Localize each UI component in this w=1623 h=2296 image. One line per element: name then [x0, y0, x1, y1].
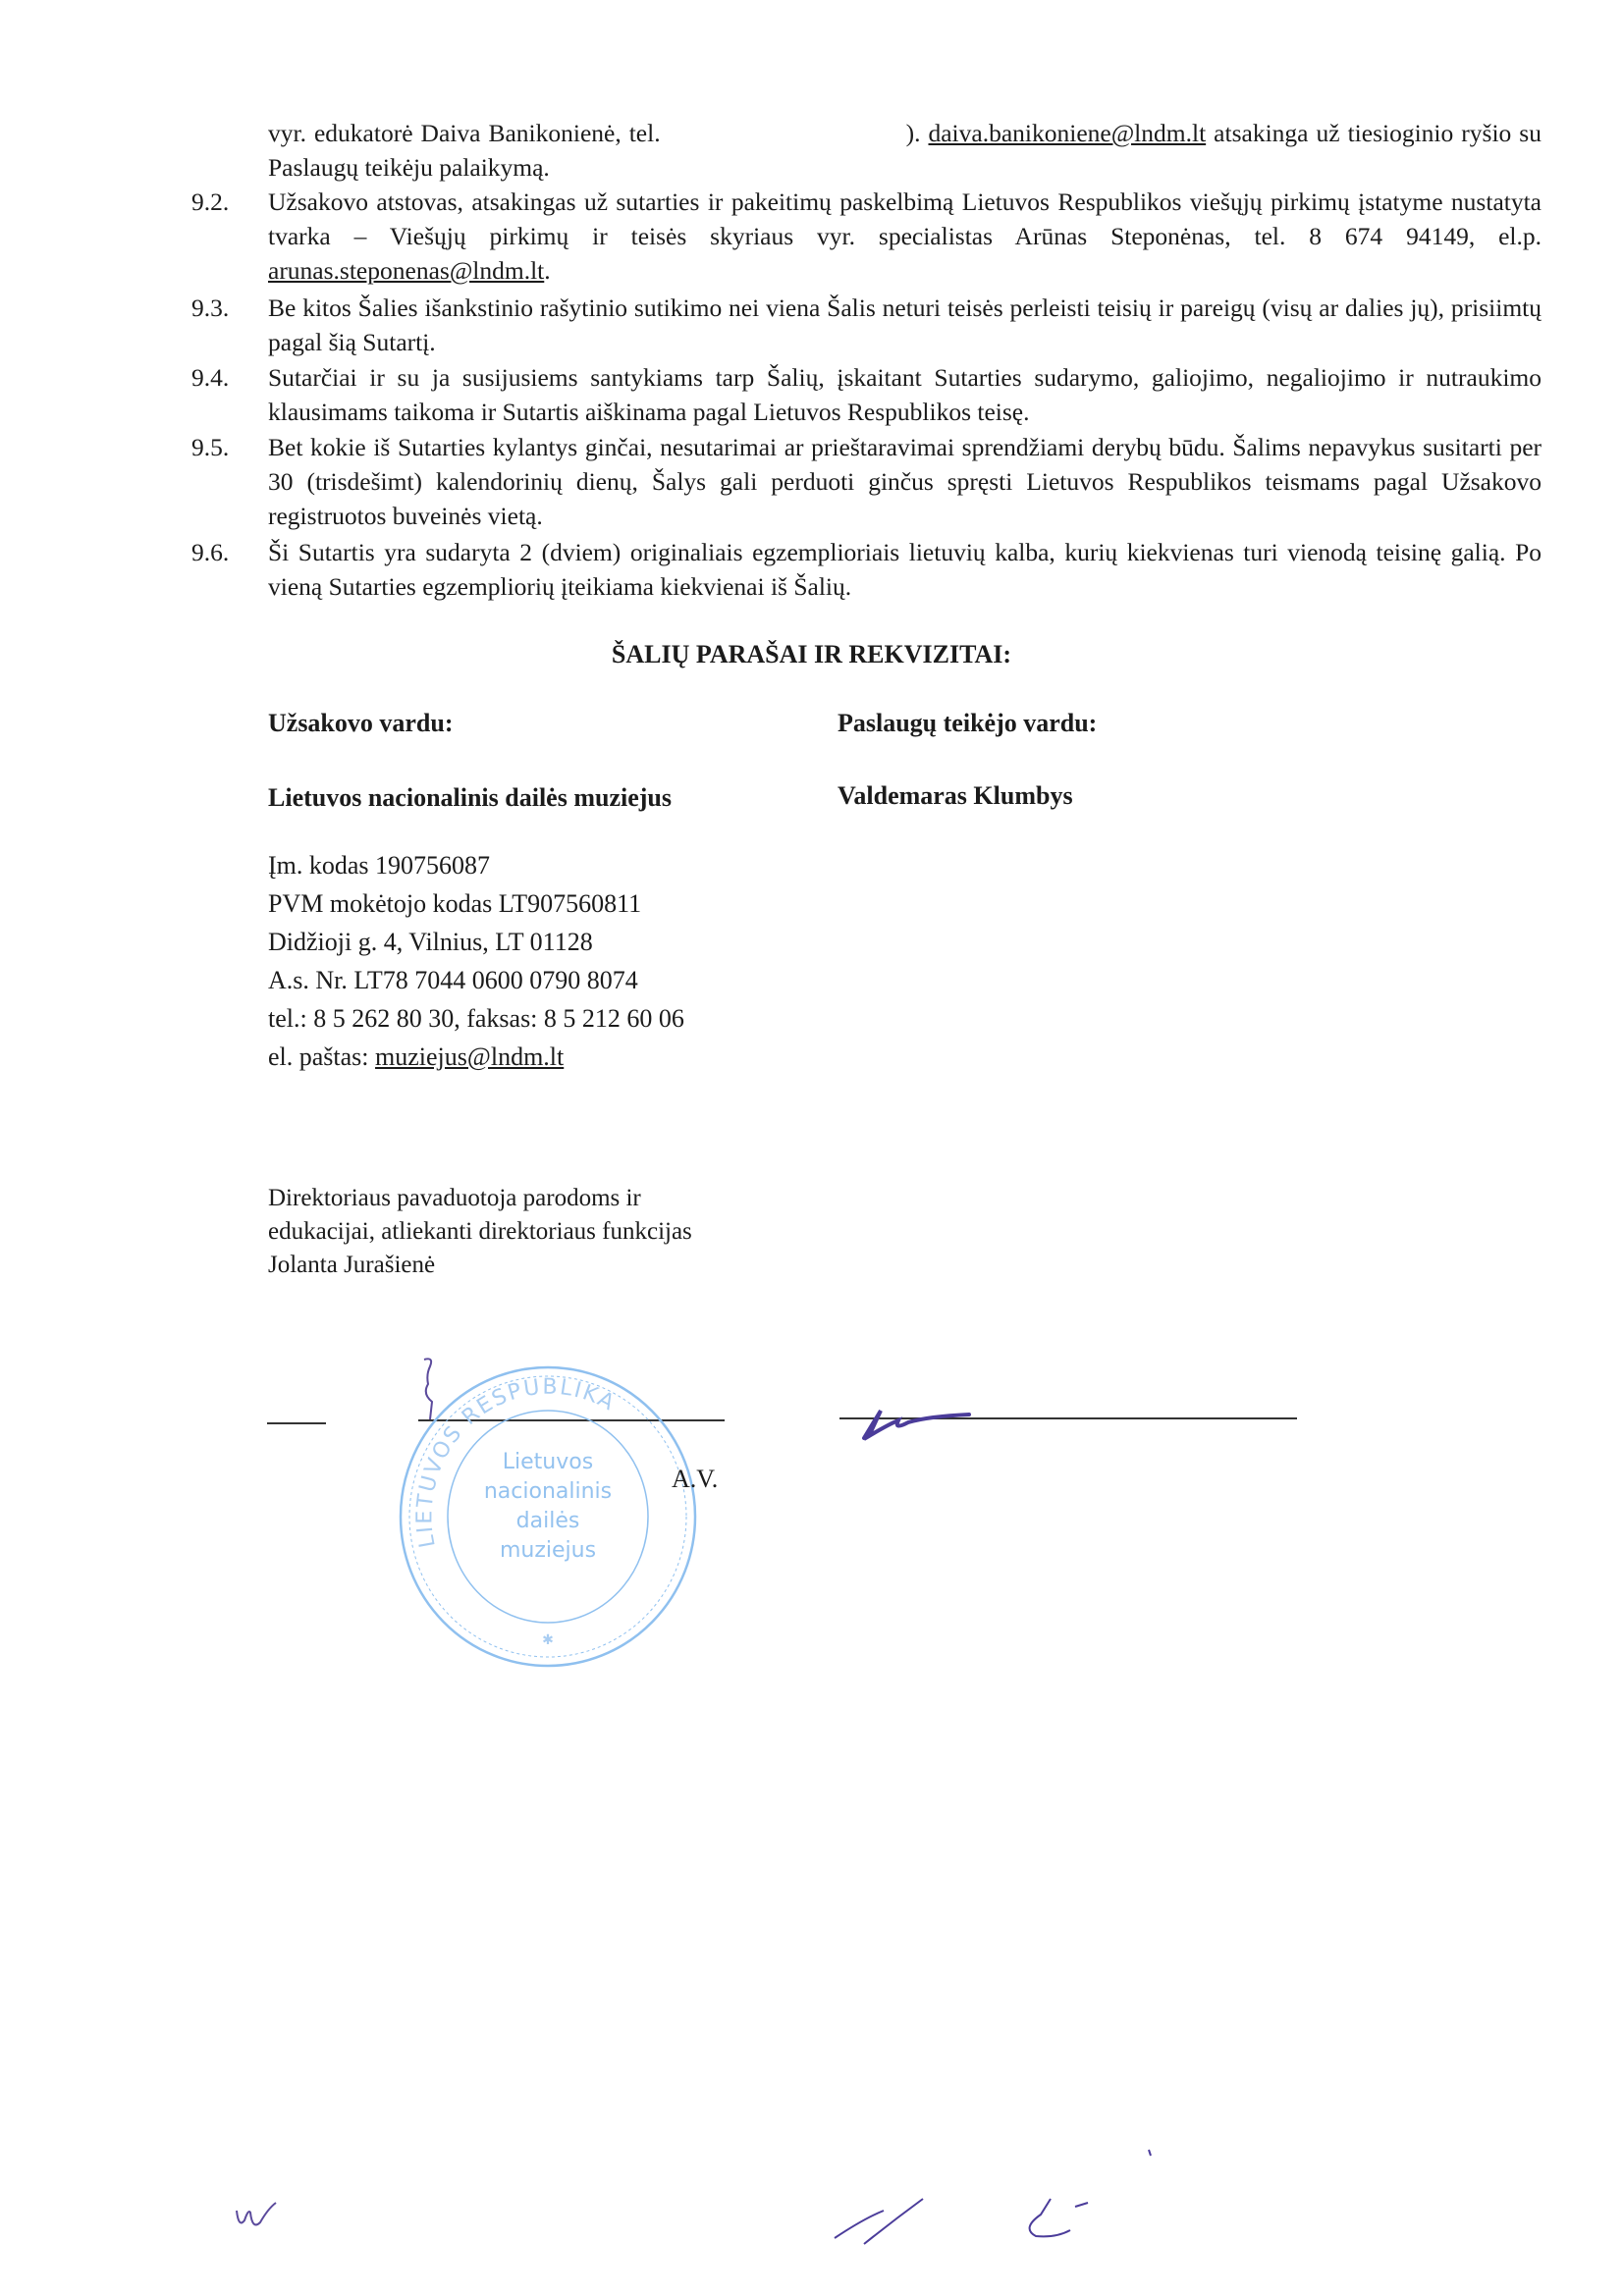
provider-name: Valdemaras Klumbys [838, 781, 1073, 810]
email-link[interactable]: daiva.banikoniene@lndm.lt [928, 119, 1207, 147]
stamp-line: dailės [515, 1509, 580, 1533]
clause-text: Be kitos Šalies išankstinio rašytinio sutikimo nei viena Šalis neturi teisės perleisti teisių ir pareigų (visų ar dalies jų), prisiimtų pagal šią Sutartį. [268, 294, 1542, 356]
email-link[interactable]: muziejus@lndm.lt [375, 1042, 565, 1071]
address: Didžioji g. 4, Vilnius, LT 01128 [268, 928, 593, 956]
clause-text: . [544, 256, 551, 285]
phone-fax: tel.: 8 5 262 80 30, faksas: 8 5 212 60 06 [268, 1004, 684, 1033]
clause-number: 9.2. [191, 187, 230, 216]
star-icon: ✱ [542, 1633, 554, 1648]
stamp-ring-text: LIETUVOS RESPUBLIKA [412, 1374, 621, 1550]
clause-text: vyr. edukatorė Daiva Banikonienė, tel. [268, 119, 661, 147]
customer-name: Lietuvos nacionalinis dailės muziejus [268, 783, 672, 812]
clause-9-3 [191, 291, 1542, 359]
stamp-line: Lietuvos [502, 1450, 594, 1474]
stamp-line: nacionalinis [483, 1479, 613, 1504]
clause-text: atsakinga už tiesioginio ryšio su Paslaugų teikėju palaikymą. [268, 119, 1542, 182]
email-row [268, 1038, 684, 1076]
signatory-name: Jolanta Jurašienė [268, 1252, 436, 1278]
clause-9-6 [191, 535, 1542, 604]
page-initials-right [825, 2140, 1159, 2258]
clause-9-2 [191, 185, 1542, 288]
bank-account: A.s. Nr. LT78 7044 0600 0790 8074 [268, 966, 638, 994]
company-code: Įm. kodas 190756087 [268, 851, 491, 880]
customer-details [268, 846, 684, 1076]
clause-text: Užsakovo atstovas, atsakingas už sutarties ir pakeitimų paskelbimą Lietuvos Respublikos viešųjų pirkimų įstatyme nustatyta tvarka – Viešųjų pirkimų ir teisės skyriaus vyr. specialistas Arūnas Steponėnas, tel. 8 674 94149, el.p. [268, 187, 1542, 250]
signatory-title: edukacijai, atliekanti direktoriaus funkcijas [268, 1218, 692, 1245]
clause-number: 9.6. [191, 538, 230, 566]
clause-number: 9.3. [191, 294, 230, 322]
clause-number: 9.5. [191, 433, 230, 461]
clause-9-5 [191, 430, 1542, 533]
signatory-title: Direktoriaus pavaduotoja parodoms ir [268, 1185, 641, 1211]
provider-signature [839, 1399, 977, 1448]
signatures-heading: ŠALIŲ PARAŠAI IR REKVIZITAI: [611, 640, 1012, 668]
clause-text: Ši Sutartis yra sudaryta 2 (dviem) originaliais egzemplioriais lietuvių kalba, kurių kiekvienas turi vienodą teisinę galią. Po vieną Sutarties egzempliorių įteikiama kiekvienai iš Šalių. [268, 538, 1542, 601]
email-label: el. paštas: [268, 1042, 376, 1071]
customer-signature [412, 1355, 452, 1423]
stamp-line: muziejus [499, 1538, 597, 1563]
customer-label: Užsakovo vardu: [268, 709, 454, 737]
clause-text: Bet kokie iš Sutarties kylantys ginčai, nesutarimai ar prieštaravimai sprendžiami derybų būdu. Šalims nepavykus susitarti per 30 (trisdešimt) kalendorinių dienų, Šalys gali perduoti ginčus spręsti Lietuvos Respublikos teismams pagal Užsakovo registruotos buveinės vietą. [268, 433, 1542, 530]
provider-label: Paslaugų teikėjo vardu: [838, 709, 1098, 737]
vat-code: PVM mokėtojo kodas LT907560811 [268, 889, 642, 918]
clause-text: Sutarčiai ir su ja susijusiems santykiams tarp Šalių, įskaitant Sutarties sudarymo, galiojimo, negaliojimo ir nutraukimo klausimams taikoma ir Sutartis aiškinama pagal Lietuvos Respublikos teisę. [268, 363, 1542, 426]
clause-9-4 [191, 360, 1542, 429]
clause-text-fragment: ). [905, 119, 929, 147]
signature-line-short [267, 1422, 326, 1424]
clause-number: 9.4. [191, 363, 230, 392]
seal-mark: A.V. [672, 1465, 719, 1493]
email-link[interactable]: arunas.steponenas@lndm.lt [268, 256, 545, 285]
clause-9-1-continuation [191, 116, 1542, 185]
signatory-block [268, 1182, 692, 1282]
page-initials-left [231, 2199, 299, 2248]
